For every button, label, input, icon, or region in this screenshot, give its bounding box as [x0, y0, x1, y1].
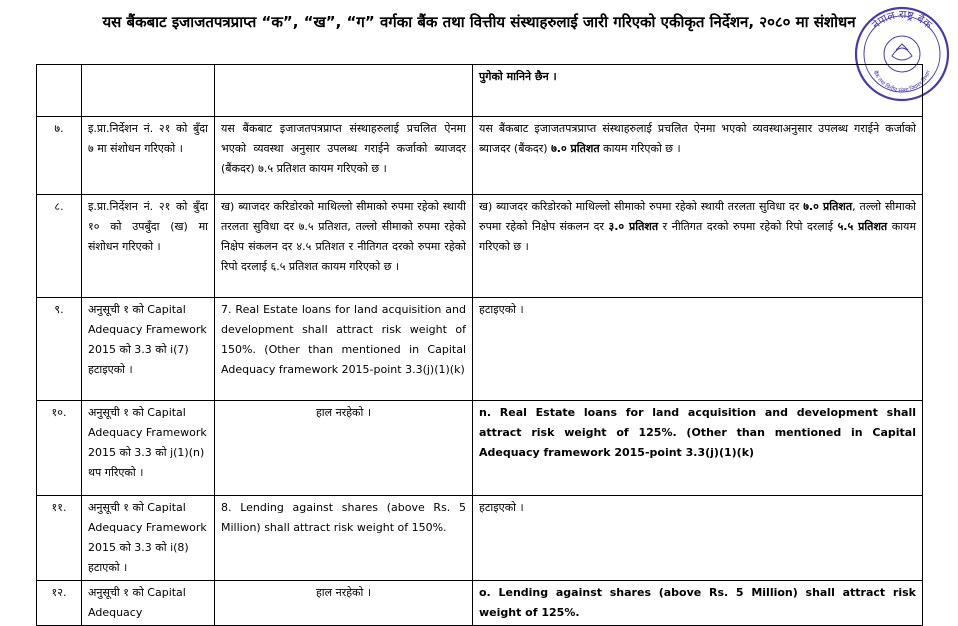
amended-text-run: , तल्लो सीमाको रुपमा रहेको निक्षेप संकलन दर: [479, 200, 916, 233]
table-row: [37, 298, 923, 401]
svg-text:बैंक तथा वित्तीय संस्था नियमन: बैंक तथा वित्तीय संस्था नियमन विभाग: [871, 70, 933, 95]
svg-text:नेपाल राष्ट्र बैंक: नेपाल राष्ट्र बैंक: [869, 7, 935, 32]
amended-text-run: ३.० प्रतिशत: [608, 220, 659, 233]
document-title: यस बैंकबाट इजाजतपत्रप्राप्त “क”, “ख”, “ग” वर्गका बैंक तथा वित्तीय संस्थाहरुलाई जारी गरिएको एकीकृत निर्देशन, २०८० मा संशोधन: [102, 13, 856, 31]
table-row: [37, 65, 923, 117]
previous-provision-cell: 7. Real Estate loans for land acquisition and development shall attract risk weight of 150%. (Other than mentioned in Capital Adequacy framework 2015-point 3.3(j)(1)(k): [215, 298, 473, 401]
amended-provision-cell: [473, 401, 923, 496]
table-row: [37, 496, 923, 581]
serial-cell: [37, 65, 82, 117]
reference-cell: अनुसूची १ को Capital Adequacy Framework 2015 को 3.3 को i(8) हटाएको ।: [82, 496, 215, 581]
previous-provision-cell: यस बैंकबाट इजाजतपत्रप्राप्त संस्थाहरुलाई प्रचलित ऐनमा भएको व्यवस्था अनुसार उपलब्ध गराईने कर्जाको ब्याजदर (बैंकदर) ७.५ प्रतिशत कायम गरिएको छ ।: [215, 117, 473, 195]
serial-cell: ९.: [37, 298, 82, 401]
amended-provision-cell: [473, 581, 923, 626]
table-row: [37, 195, 923, 298]
serial-cell: ११.: [37, 496, 82, 581]
amended-provision-cell: [473, 298, 923, 401]
previous-provision-cell: हाल नरहेको ।: [215, 581, 473, 626]
amended-text-run: ७.० प्रतिशत: [551, 142, 600, 155]
reference-cell: इ.प्रा.निर्देशन नं. २१ को बुँदा ७ मा संशोधन गरिएको ।: [82, 117, 215, 195]
serial-cell: १०.: [37, 401, 82, 496]
reference-cell: [82, 65, 215, 117]
amended-provision-cell: [473, 496, 923, 581]
amended-text-run: ७.० प्रतिशत: [803, 200, 853, 213]
reference-cell: अनुसूची १ को Capital Adequacy: [82, 581, 215, 626]
previous-provision-cell: 8. Lending against shares (above Rs. 5 Million) shall attract risk weight of 150%.: [215, 496, 473, 581]
amended-text-run: कायम गरिएको छ ।: [599, 142, 681, 155]
amended-text-run: पुगेको मानिने छैन ।: [479, 70, 557, 83]
amended-text-run: o. Lending against shares (above Rs. 5 Million) shall attract risk weight of 125%.: [479, 586, 916, 619]
amended-text-run: ख) ब्याजदर करिडोरको माथिल्लो सीमाको रुपमा रहेको स्थायी तरलता सुविधा दर: [479, 200, 804, 213]
previous-provision-cell: [215, 65, 473, 117]
serial-cell: १२.: [37, 581, 82, 626]
table-row: [37, 581, 923, 626]
amended-text-run: हटाइएको ।: [479, 303, 524, 316]
amended-text-run: n. Real Estate loans for land acquisition and development shall attract risk weight of 125%. (Other than mentioned in Capital Adequacy framework 2015-point 3.3(j)(1)(k): [479, 406, 916, 459]
amended-provision-cell: [473, 195, 923, 298]
reference-cell: इ.प्रा.निर्देशन नं. २१ को बुँदा १० को उपबुँदा (ख) मा संशोधन गरिएको ।: [82, 195, 215, 298]
previous-provision-cell: ख) ब्याजदर करिडोरको माथिल्लो सीमाको रुपमा रहेको स्थायी तरलता सुविधा दर ७.५ प्रतिशत, तल्लो सीमाको रुपमा रहेको निक्षेप संकलन दर ४.५ प्रतिशत र नीतिगत दरको रुपमा रहेको रिपो दरलाई ६.५ प्रतिशत कायम गरिएको छ ।: [215, 195, 473, 298]
previous-provision-cell: हाल नरहेको ।: [215, 401, 473, 496]
amendment-table: [36, 64, 923, 626]
serial-cell: ७.: [37, 117, 82, 195]
reference-cell: अनुसूची १ को Capital Adequacy Framework 2015 को 3.3 को j(1)(n) थप गरिएको ।: [82, 401, 215, 496]
amended-text-run: ५.५ प्रतिशत: [837, 220, 888, 233]
amended-text-run: कायम गरिएको छ ।: [479, 220, 917, 253]
amended-provision-cell: [473, 65, 923, 117]
table-row: [37, 401, 923, 496]
table-row: [37, 117, 923, 195]
serial-cell: ८.: [37, 195, 82, 298]
amended-text-run: र नीतिगत दरको रुपमा रहेको रिपो दरलाई: [658, 220, 838, 233]
amended-provision-cell: [473, 117, 923, 195]
reference-cell: अनुसूची १ को Capital Adequacy Framework 2015 को 3.3 को i(7) हटाइएको ।: [82, 298, 215, 401]
amended-text-run: हटाइएको ।: [479, 501, 524, 514]
amended-text-run: यस बैंकबाट इजाजतपत्रप्राप्त संस्थाहरुलाई प्रचलित ऐनमा भएको व्यवस्थाअनुसार उपलब्ध गराईने कर्जाको ब्याजदर (बैंकदर): [479, 122, 916, 155]
